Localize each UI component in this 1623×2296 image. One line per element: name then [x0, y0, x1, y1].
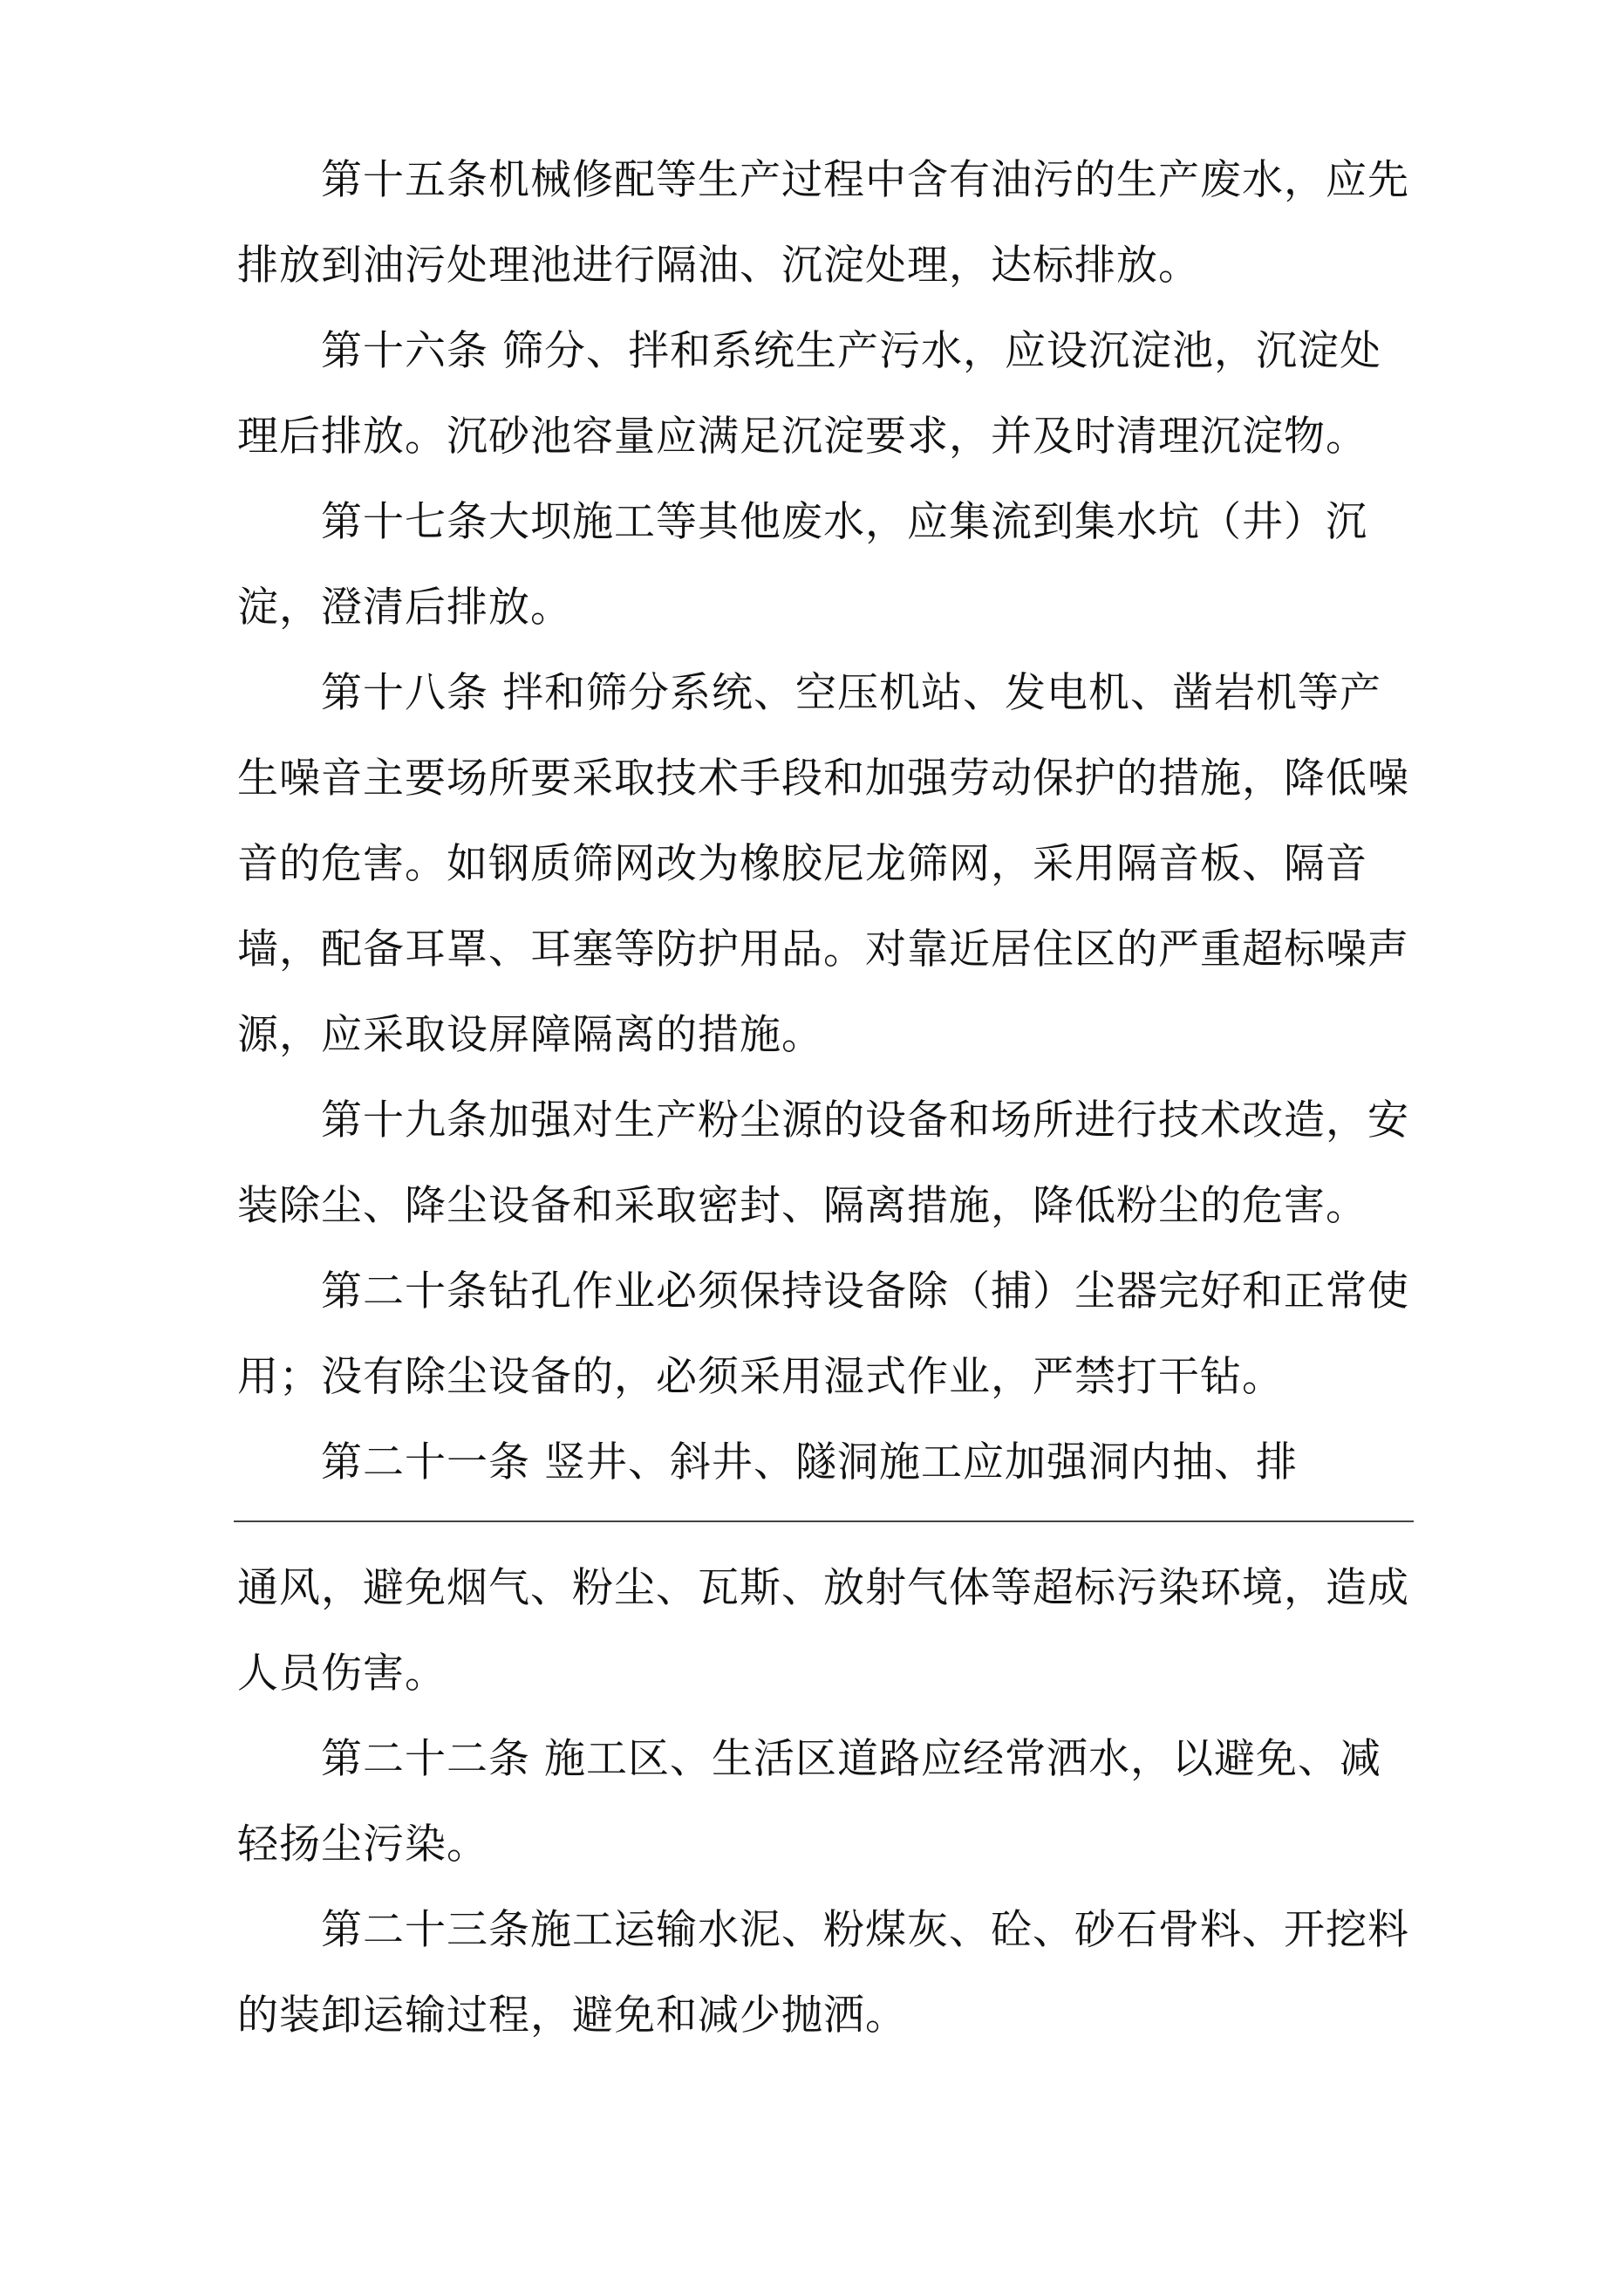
- lower-section: [237, 1546, 1410, 2059]
- document-page: [237, 0, 1410, 2296]
- article-16: 第十六条 筛分、拌和系统生产污水，应设沉淀池，沉淀处理后排放。沉砂池容量应满足沉淀要求，并及时清理沉淀物。: [237, 327, 1381, 461]
- article-19: 第十九条加强对生产粉尘源的设备和场所进行技术改造，安装除尘、降尘设备和采取密封、隔离措施，降低粉尘的危害。: [237, 1097, 1409, 1230]
- article-22: 第二十二条 施工区、生活区道路应经常洒水，以避免、减轻扬尘污染。: [237, 1735, 1381, 1869]
- page-divider: [234, 1520, 1414, 1522]
- article-17: 第十七条大坝施工等其他废水，应集流到集水坑（井）沉淀，澄清后排放。: [237, 498, 1367, 632]
- article-15: 第十五条机械修配等生产过程中含有油污的生产废水，应先排放到油污处理池进行隔油、沉淀处理，达标排放。: [237, 156, 1409, 290]
- article-21-start: 第二十一条 竖井、斜井、隧洞施工应加强洞内抽、排: [321, 1438, 1298, 1486]
- article-18: 第十八条 拌和筛分系统、空压机站、发电机、凿岩机等产生噪音主要场所要采取技术手段和加强劳动保护的措施，降低噪音的危害。如钢质筛网改为橡胶尼龙筛网，采用隔音板、隔音墙，配备耳罩、耳塞等防护用品。对靠近居住区的严重超标噪声源，应采取设屏障隔离的措施。: [237, 669, 1409, 1059]
- article-23: 第二十三条施工运输水泥、粉煤灰、砼、砂石骨料、开挖料的装卸运输过程，避免和减少抛洒。: [237, 1906, 1409, 2040]
- upper-section: [237, 138, 1410, 1506]
- article-21-continued: 通风，避免烟气、粉尘、瓦斯、放射气体等超标污染环境，造成人员伤害。: [237, 1564, 1409, 1698]
- article-20: 第二十条钻孔作业必须保持设备除（捕）尘器完好和正常使用；没有除尘设备的，必须采用湿式作业，严禁打干钻。: [237, 1268, 1409, 1401]
